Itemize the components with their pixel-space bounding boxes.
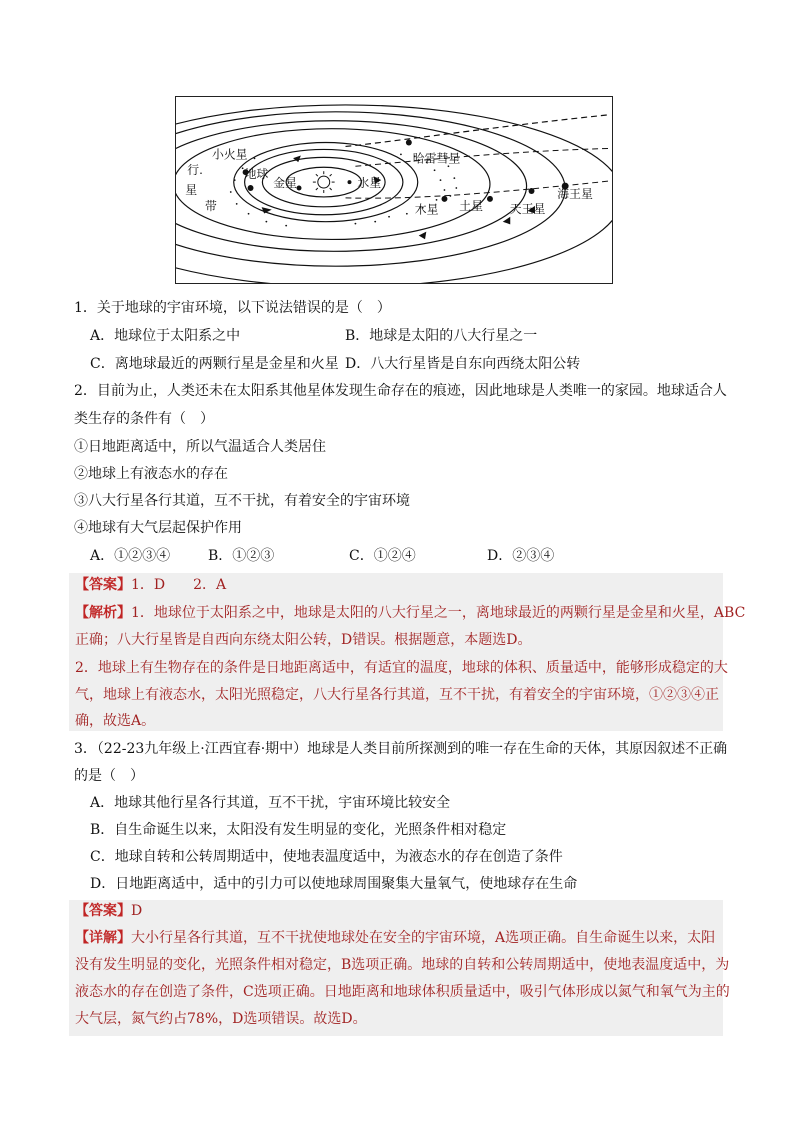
q1-option-d: D．八大行星皆是自东向西绕太阳公转 <box>345 356 581 372</box>
q2-option-a: A．①②③④ <box>90 548 171 564</box>
q3-option-b: B．自生命诞生以来，太阳没有发生明显的变化，光照条件相对稳定 <box>90 822 507 838</box>
q3-stem-line-2: 的是（ ） <box>74 768 144 784</box>
orbit-neptune <box>176 105 612 283</box>
q1-option-b: B．地球是太阳的八大行星之一 <box>345 328 538 344</box>
analysis-line-3: 2．地球上有生物存在的条件是日地距离适中，有适宜的温度，地球的体积、质量适中，能够形成稳定的大 <box>75 660 728 676</box>
q3-option-c: C．地球自转和公转周期适中，使地表温度适中，为液态水的存在创造了条件 <box>90 849 563 865</box>
label-belt-2: 星 <box>185 182 198 197</box>
orbit-mars <box>234 143 418 222</box>
answer-text: 1．D 2．A <box>131 577 227 593</box>
q2-statement-4: ④地球有大气层起保护作用 <box>74 520 242 536</box>
q1-stem: 1．关于地球的宇宙环境，以下说法错误的是（ ） <box>74 300 391 316</box>
detail-line-3: 液态水的存在创造了条件，C选项正确。日地距离和地球体积质量适中，吸引气体形成以氮气和氧气为主的 <box>75 984 730 1000</box>
label-uranus: 天王星 <box>509 201 546 216</box>
q2-statement-1: ①日地距离适中，所以气温适合人类居住 <box>74 439 326 455</box>
detail-line-1 <box>75 928 715 948</box>
comet-orbit-inner <box>355 148 608 166</box>
label-mercury: 水星 <box>357 176 382 191</box>
label-belt-3: 带 <box>205 198 217 213</box>
answer-text-2: D <box>131 903 143 919</box>
answer-line-2 <box>75 901 142 921</box>
analysis-text-1: 1．地球位于太阳系之中，地球是太阳的八大行星之一，离地球最近的两颗行星是金星和火星，ABC <box>131 605 746 621</box>
q2-statement-2: ②地球上有液态水的存在 <box>74 466 228 482</box>
answer-label: 【答案】 <box>75 577 131 593</box>
detail-line-2: 没有发生明显的变化，光照条件相对稳定，B选项正确。地球的自转和公转周期适中，使地表温度适中，为 <box>75 957 730 973</box>
q2-option-b: B．①②③ <box>208 548 275 564</box>
planet-saturn <box>487 196 493 202</box>
planet-mercury <box>348 180 352 184</box>
q2-stem-line-2: 类生存的条件有（ ） <box>74 411 214 427</box>
detail-label: 【详解】 <box>75 930 131 946</box>
solar-system-diagram <box>176 97 612 283</box>
q3-option-a: A．地球其他行星各行其道，互不干扰，宇宙环境比较安全 <box>90 795 451 811</box>
comet-head <box>406 140 412 146</box>
label-jupiter: 木星 <box>414 202 439 217</box>
detail-line-4: 大气层，氮气约占78%，D选项错误。故选D。 <box>75 1011 367 1027</box>
analysis-line-4: 气，地球上有液态水，太阳光照稳定，八大行星各行其道，互不干扰，有着安全的宇宙环境，①②③④正 <box>75 687 719 703</box>
label-saturn: 土星 <box>459 198 484 213</box>
answer-block-1 <box>69 573 746 731</box>
answer-line-1 <box>75 575 226 595</box>
q2-option-c: C．①②④ <box>349 548 416 564</box>
analysis-line-5: 确，故选A。 <box>75 713 156 729</box>
q2-statement-3: ③八大行星各行其道，互不干扰，有着安全的宇宙环境 <box>74 493 410 509</box>
label-venus: 金星 <box>273 176 298 191</box>
answer-block-2 <box>69 900 730 1036</box>
analysis-line-2: 正确；八大行星皆是自西向东绕太阳公转，D错误。根据题意，本题选D。 <box>75 632 532 648</box>
analysis-line-1 <box>75 603 745 623</box>
q1-option-c: C．离地球最近的两颗行星是金星和火星 <box>90 356 339 372</box>
q2-option-d: D．②③④ <box>487 548 555 564</box>
q3-option-d: D．日地距离适中，适中的引力可以使地球周围聚集大量氧气，使地球存在生命 <box>90 876 578 892</box>
planet-jupiter <box>441 196 447 202</box>
detail-text-1: 大小行星各行其道，互不干扰使地球处在安全的宇宙环境，A选项正确。自生命诞生以来，太阳 <box>131 930 716 946</box>
planet-venus <box>297 186 302 191</box>
label-earth: 地球 <box>244 167 269 182</box>
label-belt-1: 行. <box>187 163 203 178</box>
analysis-label: 【解析】 <box>75 605 131 621</box>
label-neptune: 海王星 <box>557 186 593 201</box>
solar-system-figure <box>175 96 613 284</box>
q3-stem-line-1: 3．（22-23九年级上·江西宜春·期中）地球是人类目前所探测到的唯一存在生命的天体，其原因叙述不正确 <box>74 741 728 757</box>
planet-earth <box>248 185 254 191</box>
q1-option-a: A．地球位于太阳系之中 <box>90 328 241 344</box>
planet-uranus <box>529 188 535 194</box>
sun-icon <box>313 171 335 193</box>
orbit-saturn <box>176 121 527 252</box>
answer-label-2: 【答案】 <box>75 903 131 919</box>
label-mars: 小火星 <box>211 147 248 162</box>
label-comet: 哈雷彗星 <box>412 151 461 166</box>
orbit-jupiter <box>176 129 490 240</box>
q2-stem-line-1: 2．目前为止，人类还未在太阳系其他星体发现生命存在的痕迹，因此地球是人类唯一的家园。地球适合人 <box>74 383 727 399</box>
